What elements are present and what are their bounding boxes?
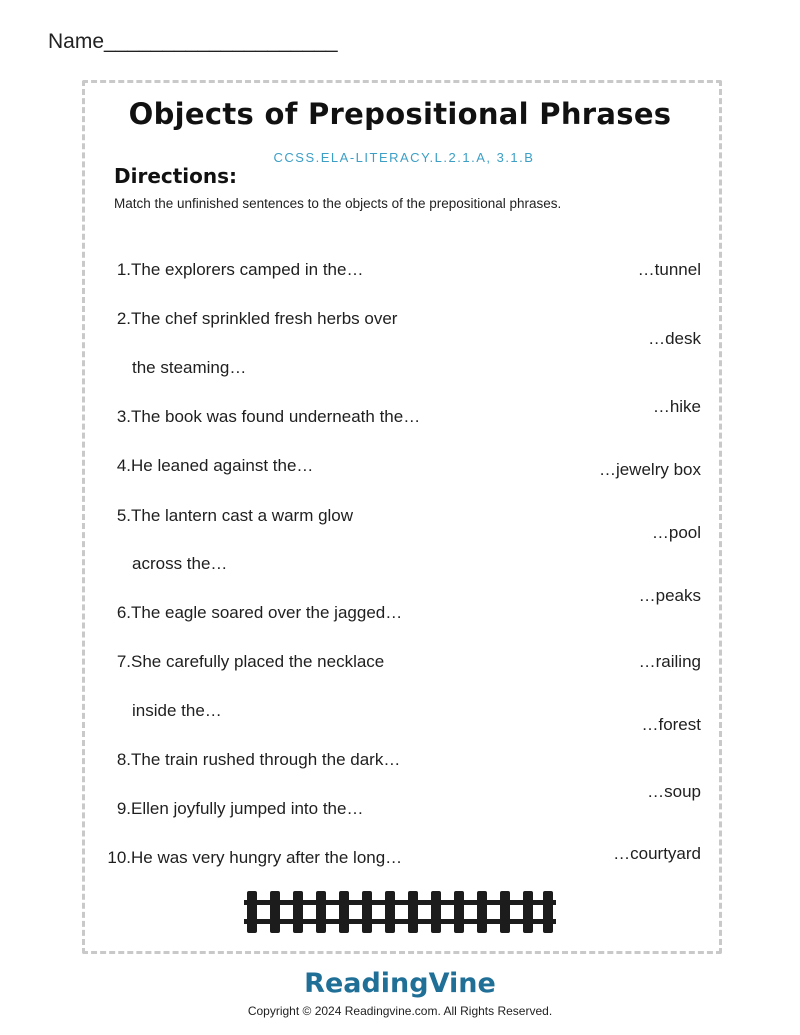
directions-heading: Directions:	[114, 164, 238, 188]
answer-forest: …forest	[641, 715, 701, 734]
sentence-number: 9.	[116, 799, 131, 818]
answer-soup: …soup	[647, 782, 701, 801]
sentence-text: The explorers camped in the…	[131, 260, 364, 279]
worksheet-title: Objects of Prepositional Phrases	[128, 97, 672, 131]
sentence-5	[0, 506, 353, 526]
copyright-text: Copyright © 2024 Readingvine.com. All Rights Reserved.	[247, 1004, 553, 1018]
sentence-number: 8.	[116, 750, 131, 769]
sentence-text: The chef sprinkled fresh herbs over	[131, 309, 398, 328]
brand-logo: ReadingVine	[304, 968, 496, 999]
answer-jewelry-box: …jewelry box	[598, 460, 701, 479]
sentence-text: Ellen joyfully jumped into the…	[131, 799, 364, 818]
sentence-2-continuation: the steaming…	[132, 358, 247, 377]
sentence-text: The train rushed through the dark…	[131, 750, 401, 769]
sentence-number: 2.	[116, 309, 131, 328]
sentence-text: She carefully placed the necklace	[131, 652, 385, 671]
sentence-5-continuation: across the…	[132, 554, 228, 573]
answer-hike: …hike	[652, 397, 701, 416]
sentence-7-continuation: inside the…	[132, 701, 222, 720]
sentence-4	[0, 456, 313, 476]
sentence-text: He was very hungry after the long…	[131, 848, 403, 867]
sentence-number: 10.	[107, 848, 131, 867]
sentence-text: The eagle soared over the jagged…	[131, 603, 403, 622]
answer-tunnel: …tunnel	[637, 260, 701, 279]
answer-courtyard: …courtyard	[613, 844, 701, 863]
sentence-number: 3.	[116, 407, 131, 426]
sentence-text: The lantern cast a warm glow	[131, 506, 354, 525]
directions-text: Match the unfinished sentences to the objects of the prepositional phrases.	[114, 196, 562, 211]
sentence-number: 6.	[116, 603, 131, 622]
sentence-text: He leaned against the…	[131, 456, 314, 475]
sentence-number: 4.	[116, 456, 131, 475]
sentence-text: The book was found underneath the…	[131, 407, 421, 426]
sentence-9	[0, 799, 363, 819]
sentence-7	[0, 652, 384, 672]
name-line: Name____________________	[48, 30, 338, 53]
sentence-number: 7.	[116, 652, 131, 671]
railroad-track-icon	[244, 889, 556, 935]
answer-desk: …desk	[648, 329, 701, 348]
sentence-8	[0, 750, 400, 770]
sentence-10	[0, 848, 402, 868]
answer-peaks: …peaks	[638, 586, 701, 605]
sentence-number: 1.	[116, 260, 131, 279]
sentence-2	[0, 309, 397, 329]
standard-code: CCSS.ELA-LITERACY.L.2.1.A, 3.1.B	[273, 150, 535, 165]
answer-railing: …railing	[638, 652, 701, 671]
sentence-3	[0, 407, 420, 427]
answer-pool: …pool	[651, 523, 701, 542]
sentence-6	[0, 603, 402, 623]
sentence-1	[0, 260, 363, 280]
sentence-number: 5.	[116, 506, 131, 525]
